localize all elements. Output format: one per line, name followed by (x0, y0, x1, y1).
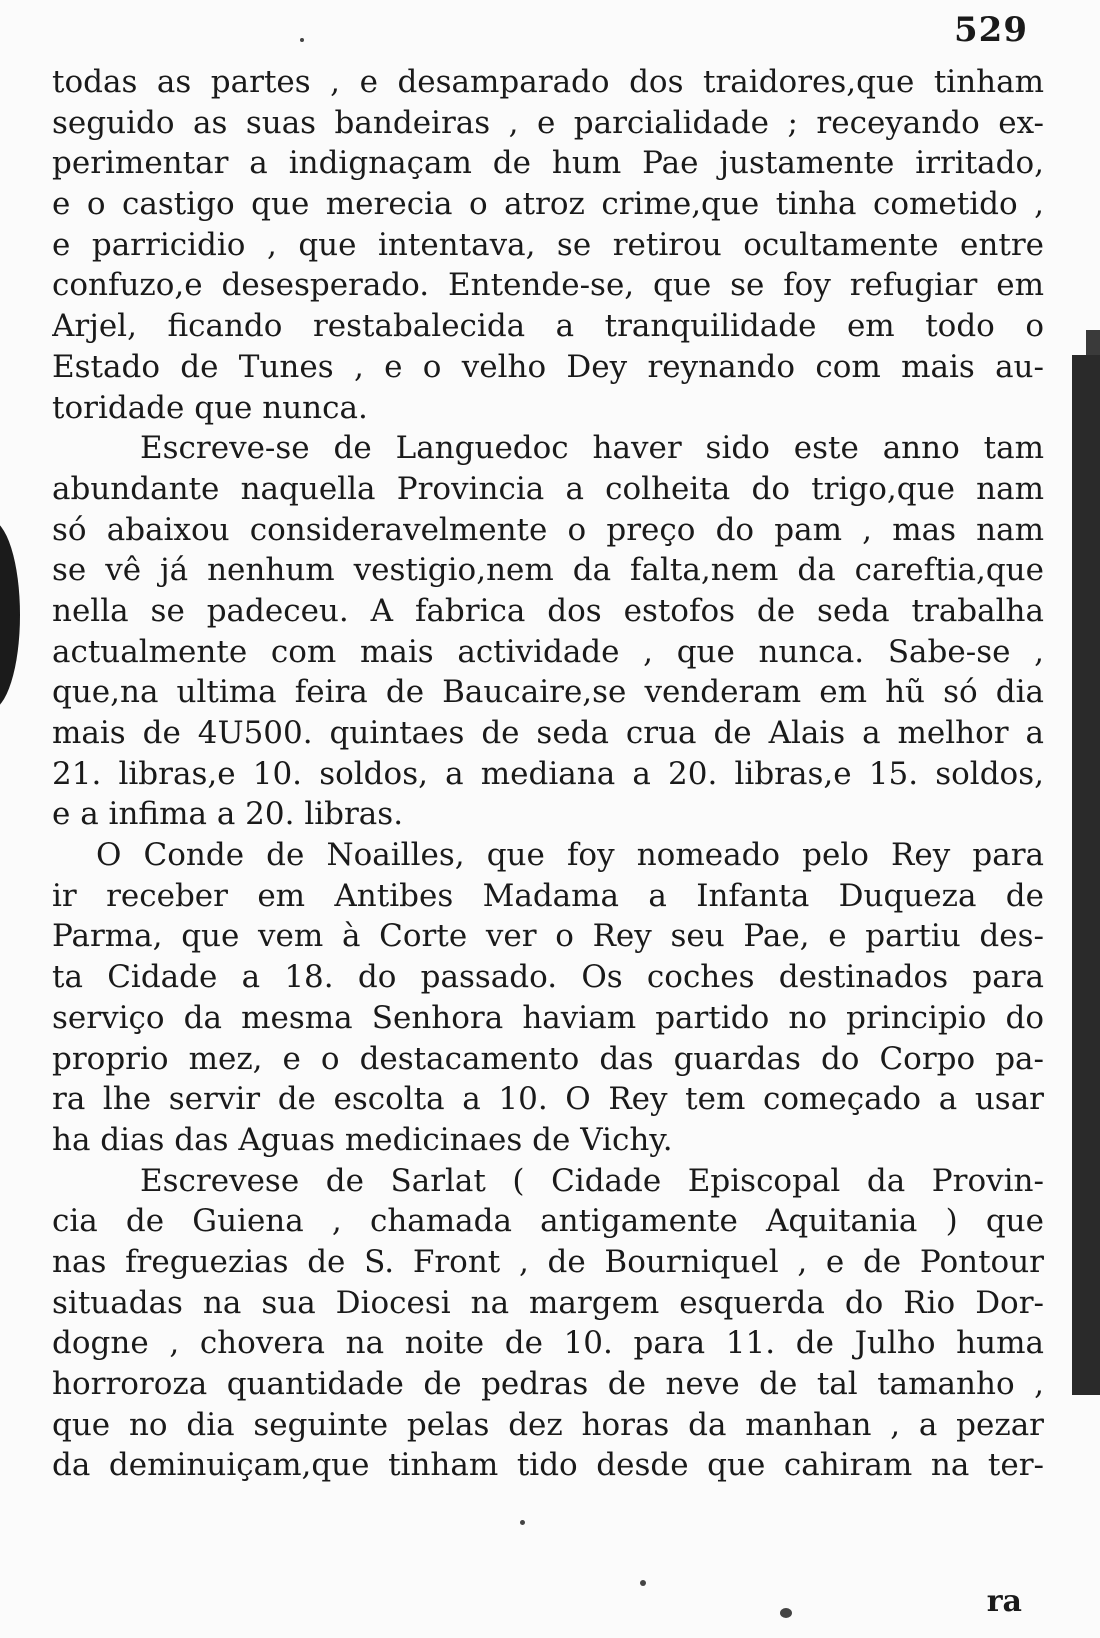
text-line: todas as partes , e desamparado dos traidores,que tinham (52, 64, 1044, 100)
text-line: abundante naquella Provincia a colheita do trigo,que nam (52, 470, 1044, 507)
text-line: que no dia seguinte pelas dez horas da manhan , a pezar (52, 1406, 1044, 1443)
paragraph-start-line: O Conde de Noailles, que foy nomeado pelo Rey para (96, 837, 1044, 874)
text-line: nella se padeceu. A fabrica dos estofos de seda trabalha (52, 592, 1044, 629)
text-line: Arjel, ficando restabalecida a tranquilidade em todo o (52, 308, 1044, 345)
text-line: horroroza quantidade de pedras de neve de tal tamanho , (52, 1366, 1044, 1402)
text-line: confuzo,e desesperado. Entende-se, que se foy refugiar em (52, 267, 1044, 304)
ink-speck (300, 38, 304, 42)
text-line: Parma, que vem à Corte ver o Rey seu Pae, e partiu des- (52, 918, 1044, 955)
text-line: e a infima a 20. libras. (52, 796, 404, 833)
catchword: ra (986, 1584, 1022, 1619)
text-line: actualmente com mais actividade , que nunca. Sabe-se , (52, 633, 1044, 670)
text-line: e o castigo que merecia o atroz crime,que tinha cometido , (52, 186, 1044, 223)
ink-speck (780, 1608, 792, 1618)
text-line: ta Cidade a 18. do passado. Os coches destinados para (52, 959, 1044, 996)
ink-speck (520, 1520, 525, 1525)
body-text (52, 62, 1044, 1486)
left-margin-shadow (0, 520, 20, 710)
text-line: perimentar a indignaçam de hum Pae justamente irritado, (52, 145, 1044, 182)
paragraph-start-line: Escrevese de Sarlat ( Cidade Episcopal da Provin- (140, 1162, 1044, 1199)
text-line: ra lhe servir de escolta a 10. O Rey tem começado a usar (52, 1081, 1044, 1118)
text-line: dogne , chovera na noite de 10. para 11. de Julho huma (52, 1325, 1044, 1362)
text-line: 21. libras,e 10. soldos, a mediana a 20. libras,e 15. soldos, (52, 755, 1044, 792)
text-line: ha dias das Aguas medicinaes de Vichy. (52, 1121, 673, 1158)
text-line: serviço da mesma Senhora haviam partido no principio do (52, 999, 1044, 1036)
text-line: cia de Guiena , chamada antigamente Aquitania ) que (52, 1203, 1044, 1240)
text-line: nas freguezias de S. Front , de Bourniquel , e de Pontour (52, 1243, 1044, 1280)
text-line: seguido as suas bandeiras , e parcialidade ; receyando ex- (52, 104, 1044, 141)
text-line: e parricidio , que intentava, se retirou ocultamente entre (52, 226, 1044, 263)
ink-speck (640, 1580, 646, 1586)
paragraph-start-line: Escreve-se de Languedoc haver sido este anno tam (140, 430, 1044, 467)
text-line: se vê já nenhum vestigio,nem da falta,nem da careftia,que (52, 552, 1044, 589)
text-line: só abaixou consideravelmente o preço do pam , mas nam (52, 511, 1044, 548)
text-line: que,na ultima feira de Baucaire,se venderam em hũ só dia (52, 674, 1044, 711)
page-number: 529 (954, 10, 1028, 50)
text-line: mais de 4U500. quintaes de seda crua de Alais a melhor a (52, 715, 1044, 751)
text-line: Estado de Tunes , e o velho Dey reynando com mais au- (52, 348, 1044, 385)
text-line: proprio mez, e o destacamento das guardas do Corpo pa- (52, 1040, 1044, 1077)
text-line: toridade que nunca. (52, 389, 368, 426)
text-line: ir receber em Antibes Madama a Infanta Duqueza de (52, 877, 1044, 914)
text-line: da deminuiçam,que tinham tido desde que cahiram na ter- (52, 1447, 1044, 1484)
right-margin-shadow (1072, 355, 1100, 1395)
text-line: situadas na sua Diocesi na margem esquerda do Rio Dor- (52, 1284, 1044, 1321)
